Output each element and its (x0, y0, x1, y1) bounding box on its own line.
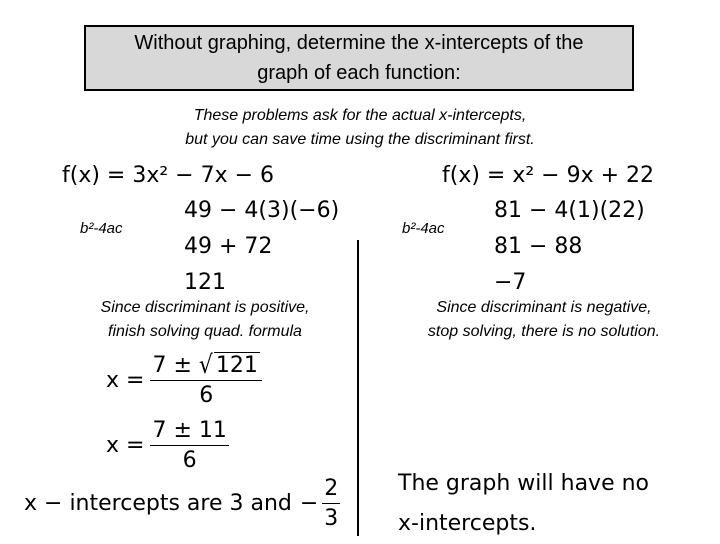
left-step-3: 121 (184, 270, 226, 295)
left-formula-line-2 (106, 418, 229, 473)
left-step-2: 49 + 72 (184, 234, 273, 259)
left-formula-x-eq-1: x = (106, 367, 145, 393)
left-formula-fraction-2 (150, 418, 228, 473)
right-step-3: −7 (494, 270, 527, 295)
right-conclusion (398, 464, 649, 544)
title-box (84, 25, 634, 91)
right-note-line-1: Since discriminant is negative, (436, 299, 652, 316)
left-note (60, 296, 350, 344)
left-answer-minus: − (299, 491, 319, 516)
right-function: f(x) = x² − 9x + 22 (442, 163, 655, 188)
column-divider (357, 240, 359, 536)
title-line-2: graph of each function: (257, 62, 461, 84)
left-formula-line-1 (106, 352, 262, 408)
left-step-1: 49 − 4(3)(−6) (184, 198, 340, 223)
right-note-line-2: stop solving, there is no solution. (427, 323, 661, 340)
right-note (396, 296, 692, 344)
left-formula-x-eq-2: x = (106, 433, 145, 458)
right-discriminant-label: b²-4ac (402, 220, 445, 237)
subtitle-line-2: but you can save time using the discriminant first. (185, 131, 535, 148)
right-step-2: 81 − 88 (494, 234, 583, 259)
right-conclusion-line-2: x-intercepts. (398, 511, 537, 536)
left-formula-fraction-2-numerator: 7 ± 11 (150, 418, 228, 446)
left-formula-fraction-1 (150, 352, 261, 408)
left-note-line-2: finish solving quad. formula (108, 323, 302, 340)
left-answer-fraction-numerator: 2 (322, 476, 340, 504)
subtitle-line-1: These problems ask for the actual x-intercepts, (193, 107, 527, 124)
left-formula-fraction-1-numerator (150, 352, 261, 381)
left-formula-plus-minus-a: 7 ± (152, 353, 192, 378)
right-conclusion-line-1: The graph will have no (398, 471, 650, 496)
left-formula-radicand: 121 (215, 353, 258, 378)
left-answer (24, 476, 340, 531)
left-answer-text: x − intercepts are 3 and (24, 491, 292, 516)
left-discriminant-label: b²-4ac (80, 220, 123, 237)
left-answer-fraction (322, 476, 340, 531)
left-formula-fraction-2-denominator: 6 (182, 448, 197, 473)
left-function: f(x) = 3x² − 7x − 6 (62, 163, 275, 188)
square-root-icon: √ (198, 351, 213, 380)
subtitle (100, 104, 620, 152)
left-note-line-1: Since discriminant is positive, (100, 299, 310, 316)
title-line-1: Without graphing, determine the x-intercepts of the (134, 32, 584, 54)
left-formula-fraction-1-denominator: 6 (199, 383, 214, 408)
right-step-1: 81 − 4(1)(22) (494, 198, 645, 223)
left-answer-fraction-denominator: 3 (324, 506, 339, 531)
